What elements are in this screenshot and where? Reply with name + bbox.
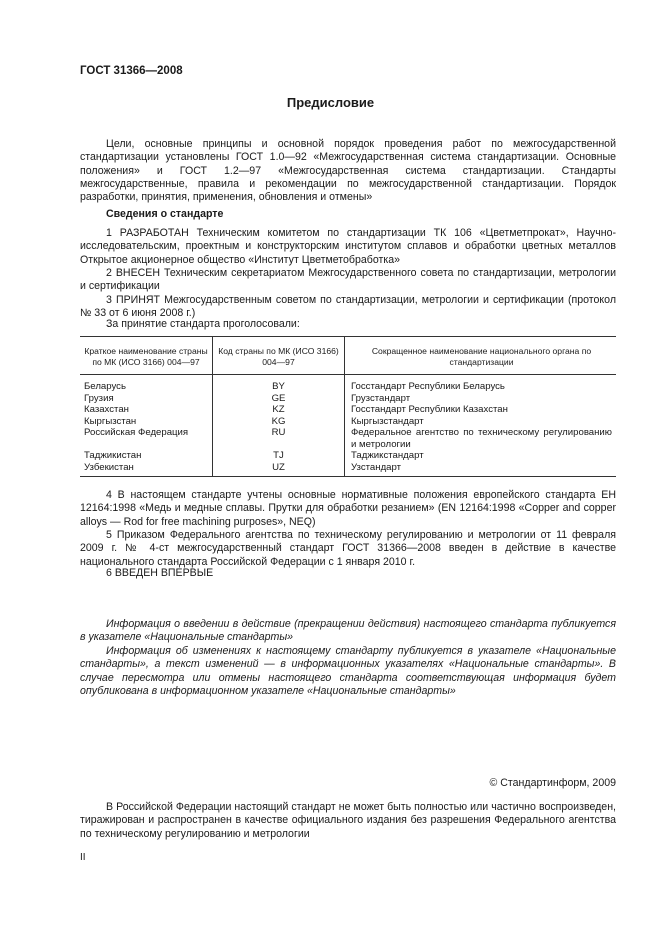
country-name: Грузия [84, 392, 114, 404]
document-code: ГОСТ 31366—2008 [80, 65, 183, 77]
table-row [80, 450, 616, 462]
country-name: Российская Федерация [84, 427, 189, 438]
table-row [80, 416, 616, 428]
country-code: KZ [213, 404, 345, 416]
country-name: Таджикистан [84, 450, 142, 461]
standards-body: Таджикстандарт [345, 450, 617, 462]
country-name: Узбекистан [80, 462, 213, 477]
item-5-order: 5 Приказом Федерального агентства по техническому регулированию и метрологии от 11 февраля 2009 г. № 4-ст межгосударственный стандарт ГОСТ 31366—2008 введен в действие в качестве национального стандарта Российской Федерации с 1 января 2010 г. [80, 529, 616, 568]
country-code: TJ [213, 450, 345, 462]
country-code: RU [213, 427, 345, 450]
country-name: Кыргызстан [84, 415, 137, 427]
table-header-row [80, 337, 616, 375]
standards-body: Кыргызстандарт [345, 416, 617, 428]
page-title: Предисловие [286, 95, 375, 110]
table-row [80, 393, 616, 405]
item-4-european-standard: 4 В настоящем стандарте учтены основные нормативные положения европейского стандарта ЕН 12164:1998 «Медь и медные сплавы. Прутки для обработки резанием» (EN 12164:1998 «Copper and copper alloys — Rod for free machining purposes», NEQ) [80, 489, 616, 528]
item-6-first-introduced: 6 ВВЕДЕН ВПЕРВЫЕ [106, 567, 214, 579]
table-row [80, 427, 616, 450]
copyright: © Стандартинформ, 2009 [489, 777, 616, 789]
country-code: UZ [213, 462, 345, 477]
country-code: KG [213, 416, 345, 428]
header-country-code: Код страны по МК (ИСО 3166) 004—97 [213, 337, 345, 375]
voted-intro: За принятие стандарта проголосовали: [106, 318, 300, 330]
standards-body: Грузстандарт [345, 393, 617, 405]
legal-notice: В Российской Федерации настоящий стандарт не может быть полностью или частично воспроизведен, тиражирован и распространен в качестве официального издания без разрешения Федерального агентства по техническому регулированию и метрологии [80, 801, 616, 840]
country-code: BY [213, 375, 345, 393]
note-introduction-info: Информация о введении в действие (прекращении действия) настоящего стандарта публикуется в указателе «Национальные стандарты» [80, 618, 616, 644]
header-standards-body: Сокращенное наименование национального органа по стандартизации [345, 337, 617, 375]
table-row [80, 404, 616, 416]
standards-body: Федеральное агентство по техническому регулированию и метрологии [345, 427, 617, 450]
table-row [80, 375, 616, 393]
standards-body: Госстандарт Республики Казахстан [345, 404, 617, 416]
header-country-name: Краткое наименование страны по МК (ИСО 3166) 004—97 [80, 337, 213, 375]
country-name: Беларусь [84, 381, 126, 392]
country-code: GE [213, 393, 345, 405]
standards-body: Госстандарт Республики Беларусь [345, 375, 617, 393]
standard-info-heading: Сведения о стандарте [106, 208, 224, 220]
note-amendments-info: Информация об изменениях к настоящему стандарту публикуется в указателе «Национальные стандарты», а текст изменений — в информационных указателях «Национальные стандарты». В случае пересмотра или отмены настоящего стандарта соответствующая информация будет опубликована в информационном указателе «Национальные стандарты» [80, 645, 616, 697]
item-1-developed: 1 РАЗРАБОТАН Техническим комитетом по стандартизации ТК 106 «Цветметпрокат», Научно-исследовательским, проектным и конструкторским институтом сплавов и обработки цветных металлов Открытое акционерное общество «Институт Цветметобработка» [80, 227, 616, 266]
standards-body: Узстандарт [345, 462, 617, 477]
page-number: II [80, 852, 86, 863]
item-2-submitted: 2 ВНЕСЕН Техническим секретариатом Межгосударственного совета по стандартизации, метрологии и сертификации [80, 267, 616, 293]
table-row [80, 462, 616, 477]
item-3-adopted: 3 ПРИНЯТ Межгосударственным советом по стандартизации, метрологии и сертификации (протокол № 33 от 6 июня 2008 г.) [80, 294, 616, 320]
voting-table [80, 336, 616, 477]
country-name: Казахстан [84, 404, 129, 415]
intro-paragraph: Цели, основные принципы и основной порядок проведения работ по межгосударственной стандартизации установлены ГОСТ 1.0—92 «Межгосударственная система стандартизации. Основные положения» и ГОСТ 1.2—97 «Межгосударственная система стандартизации. Стандарты межгосударственные, правила и рекомендации по межгосударственной стандартизации. Порядок разработки, принятия, применения, обновления и отмены» [80, 138, 616, 204]
